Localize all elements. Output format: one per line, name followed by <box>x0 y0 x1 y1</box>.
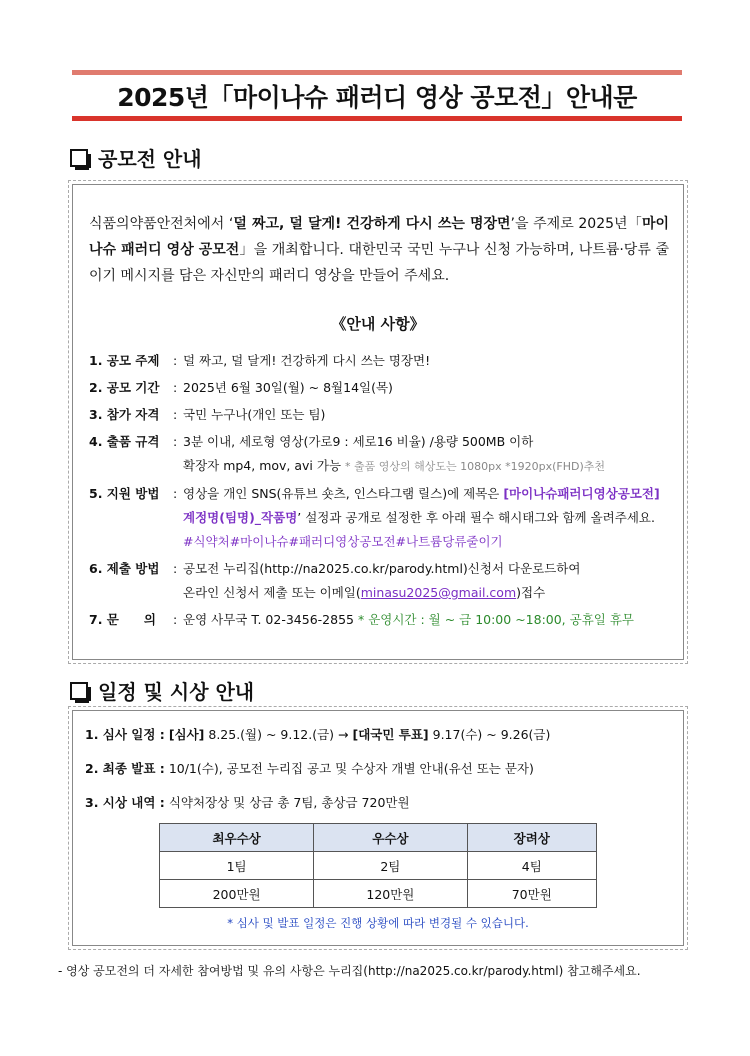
item-value: 2025년 6월 30일(월) ~ 8월14일(목) <box>183 380 393 395</box>
list-item: 3. 참가 자격 : 국민 누구나(개인 또는 팀) <box>89 403 679 427</box>
list-item: 5. 지원 방법 : 영상을 개인 SNS(유튜브 숏츠, 인스타그램 릴스)에 제목은 [마이나슈패러디영상공모전] <box>89 482 679 506</box>
intro-text: 」을 개최합니다. 대한민국 국민 누구나 신청 가능하며, 나트륨·당류 줄이기 메시지를 담은 자신만의 패러디 영상을 만들어 주세요. <box>89 242 669 284</box>
notice-list <box>89 349 679 635</box>
vote-label: [대국민 투표] <box>352 727 429 742</box>
item-value: 국민 누구나(개인 또는 팀) <box>183 407 326 422</box>
item-label: 2. 최종 발표 : <box>85 761 165 776</box>
item-sub-text: )접수 <box>516 585 546 600</box>
email-link[interactable]: minasu2025@gmail.com <box>360 585 517 600</box>
page-title: 2025년「마이나슈 패러디 영상 공모전」안내문 <box>117 83 637 112</box>
item-sub-text: ’ 설정과 공개로 설정한 후 아래 필수 해시태그와 함께 올려주세요. <box>297 510 655 525</box>
item-sub-text: 확장자 mp4, mov, avi 가능 <box>183 458 342 473</box>
list-item <box>85 723 675 747</box>
intro-text: ’을 주제로 2025년「 <box>510 216 642 232</box>
title-format: [마이나슈패러디영상공모전] <box>503 486 660 501</box>
table-row <box>160 852 597 880</box>
list-item <box>85 791 675 815</box>
section-heading-label: 공모전 안내 <box>98 147 202 171</box>
title-bottom-rule <box>72 116 682 121</box>
review-label: [심사] <box>168 727 205 742</box>
item-subline <box>183 506 679 530</box>
title-format-2: 계정명(팀명)_작품명 <box>183 510 298 525</box>
item-value: 영상을 개인 SNS(유튜브 숏츠, 인스타그램 릴스)에 제목은 <box>183 486 504 501</box>
section-heading-schedule <box>70 676 254 705</box>
title-top-rule <box>72 70 682 75</box>
item-label: 3. 시상 내역 : <box>85 795 165 810</box>
intro-contest-name: 마이나슈 패러디 영상 공모전 <box>89 216 670 258</box>
checkbox-bullet-icon <box>70 149 88 167</box>
column-header: 최우수상 <box>160 824 314 852</box>
section-heading-contest <box>70 143 202 172</box>
resolution-note: * 출품 영상의 해상도는 1080px *1920px(FHD)추천 <box>345 460 606 473</box>
list-item: 1. 공모 주제 : 덜 짜고, 덜 달게! 건강하게 다시 쓰는 명장면! <box>89 349 679 373</box>
vote-dates: 9.17(수) ~ 9.26(금) <box>428 727 551 742</box>
review-dates: 8.25.(월) ~ 9.12.(금) → <box>204 727 353 742</box>
schedule-change-note: * 심사 및 발표 일정은 진행 상황에 따라 변경될 수 있습니다. <box>227 916 529 930</box>
item-label: 4. 출품 규격 <box>89 434 160 449</box>
intro-paragraph <box>89 211 669 289</box>
table-header-row <box>160 824 597 852</box>
notice-title: 《안내 사항》 <box>331 315 425 333</box>
item-value: 3분 이내, 세로형 영상(가로9 : 세로16 비율) /용량 500MB 이하 <box>183 434 534 449</box>
item-value: 운영 사무국 T. 02-3456-2855 <box>183 612 354 627</box>
table-cell: 70만원 <box>467 880 596 908</box>
intro-text: 식품의약품안전처에서 ‘ <box>89 216 234 232</box>
item-value: 공모전 누리집(http://na2025.co.kr/parody.html)신청서 다운로드하여 <box>183 561 581 576</box>
item-label: 5. 지원 방법 <box>89 486 160 501</box>
item-label: 3. 참가 자격 <box>89 407 160 422</box>
schedule-list <box>85 723 675 825</box>
list-item: 6. 제출 방법 : 공모전 누리집(http://na2025.co.kr/parody.html)신청서 다운로드하여 <box>89 557 679 581</box>
contest-info-box <box>72 184 684 660</box>
table-cell: 4팀 <box>467 852 596 880</box>
table-cell: 200만원 <box>160 880 314 908</box>
item-value: 덜 짜고, 덜 달게! 건강하게 다시 쓰는 명장면! <box>183 353 431 368</box>
hashtags: #식약처#마이나슈#패러디영상공모전#나트륨당류줄이기 <box>183 534 503 549</box>
table-cell: 1팀 <box>160 852 314 880</box>
item-label: 7. 문 의 <box>89 612 156 627</box>
item-label: 6. 제출 방법 <box>89 561 160 576</box>
list-item: 2. 공모 기간 : 2025년 6월 30일(월) ~ 8월14일(목) <box>89 376 679 400</box>
item-value: 10/1(수), 공모전 누리집 공고 및 수상자 개별 안내(유선 또는 문자) <box>168 761 534 776</box>
item-value: 식약처장상 및 상금 총 7팀, 총상금 720만원 <box>168 795 410 810</box>
list-item: 4. 출품 규격 : 3분 이내, 세로형 영상(가로9 : 세로16 비율) /용량 500MB 이하 <box>89 430 679 454</box>
list-item <box>85 757 675 781</box>
list-item: 7. 문 의 : 운영 사무국 T. 02-3456-2855 * 운영시간 : 월 ~ 금 10:00 ~18:00, 공휴일 휴무 <box>89 608 679 632</box>
section-heading-label: 일정 및 시상 안내 <box>98 680 255 704</box>
checkbox-bullet-icon <box>70 682 88 700</box>
table-cell: 2팀 <box>314 852 467 880</box>
schedule-box <box>72 710 684 946</box>
operating-hours-note: * 운영시간 : 월 ~ 금 10:00 ~18:00, 공휴일 휴무 <box>357 612 634 627</box>
column-header: 우수상 <box>314 824 467 852</box>
item-label: 1. 심사 일정 : <box>85 727 165 742</box>
footer-note: - 영상 공모전의 더 자세한 참여방법 및 유의 사항은 누리집(http://na2025.co.kr/parody.html) 참고해주세요. <box>58 964 641 978</box>
item-sub-text: 온라인 신청서 제출 또는 이메일( <box>183 585 361 600</box>
item-label: 1. 공모 주제 <box>89 353 160 368</box>
intro-theme: 덜 짜고, 덜 달게! 건강하게 다시 쓰는 명장면 <box>233 216 511 232</box>
item-subline <box>183 581 679 605</box>
column-header: 장려상 <box>467 824 596 852</box>
table-row <box>160 880 597 908</box>
item-subline <box>183 530 679 554</box>
item-subline <box>183 454 679 479</box>
item-label: 2. 공모 기간 <box>89 380 160 395</box>
awards-table <box>159 823 597 908</box>
table-cell: 120만원 <box>314 880 467 908</box>
